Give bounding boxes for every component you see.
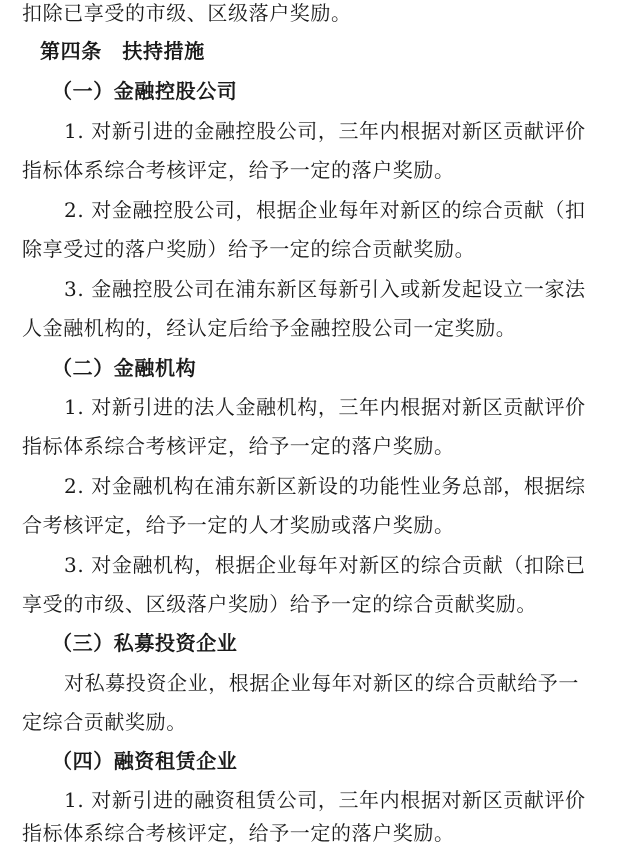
paragraph-line: 对私募投资企业，根据企业每年对新区的综合贡献给予一 [64, 671, 579, 695]
paragraph-line: 扣除已享受的市级、区级落户奖励。 [22, 1, 352, 25]
article-heading: 第四条 扶持措施 [40, 39, 205, 63]
paragraph-line: 除享受过的落户奖励）给予一定的综合贡献奖励。 [22, 237, 476, 261]
section-heading-financial-holding: （一）金融控股公司 [52, 79, 238, 103]
paragraph-line: 3. 对金融机构，根据企业每年对新区的综合贡献（扣除已 [64, 553, 586, 577]
paragraph-line: 1. 对新引进的融资租赁公司，三年内根据对新区贡献评价 [64, 788, 586, 812]
section-heading-financial-institution: （二）金融机构 [52, 356, 197, 380]
paragraph-line: 指标体系综合考核评定，给予一定的落户奖励。 [22, 158, 455, 182]
paragraph-line: 定综合贡献奖励。 [22, 710, 187, 734]
paragraph-line: 合考核评定，给予一定的人才奖励或落户奖励。 [22, 513, 455, 537]
paragraph-line: 1. 对新引进的法人金融机构，三年内根据对新区贡献评价 [64, 395, 586, 419]
paragraph-line: 2. 对金融机构在浦东新区新设的功能性业务总部，根据综 [64, 474, 586, 498]
paragraph-line: 2. 对金融控股公司，根据企业每年对新区的综合贡献（扣 [64, 198, 586, 222]
paragraph-line: 3. 金融控股公司在浦东新区每新引入或新发起设立一家法 [64, 277, 586, 301]
paragraph-line: 指标体系综合考核评定，给予一定的落户奖励。 [22, 434, 455, 458]
paragraph-line: 享受的市级、区级落户奖励）给予一定的综合贡献奖励。 [22, 592, 537, 616]
paragraph-line: 1. 对新引进的金融控股公司，三年内根据对新区贡献评价 [64, 119, 586, 143]
paragraph-line: 人金融机构的，经认定后给予金融控股公司一定奖励。 [22, 316, 517, 340]
paragraph-line: 指标体系综合考核评定，给予一定的落户奖励。 [22, 821, 455, 845]
section-heading-financial-leasing: （四）融资租赁企业 [52, 749, 238, 773]
section-heading-private-equity: （三）私募投资企业 [52, 631, 238, 655]
